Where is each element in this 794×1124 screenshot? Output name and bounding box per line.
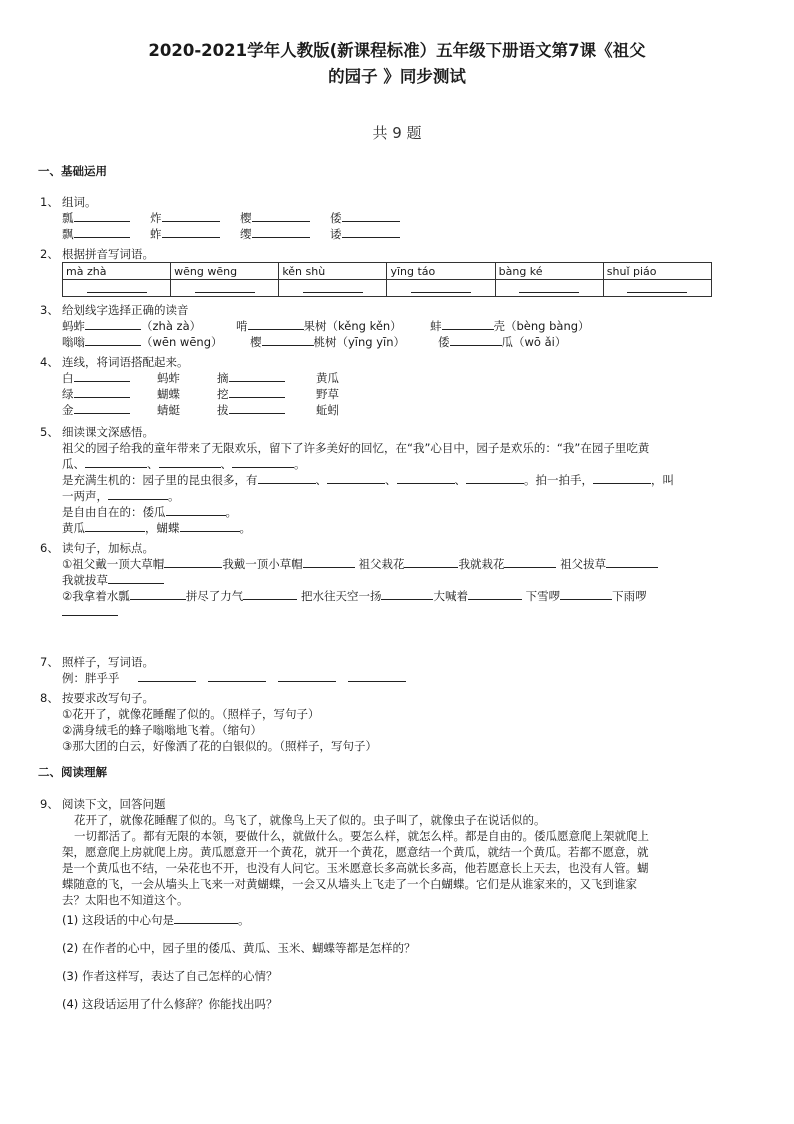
q2-label: 根据拼音写词语。 <box>62 247 154 261</box>
q6-label: 读句子，加标点。 <box>62 541 154 555</box>
q5-end: 。 <box>294 457 306 471</box>
answer-blank[interactable] <box>162 210 220 222</box>
page-title-line1: 2020-2021学年人教版(新课程标准）五年级下册语文第7课《祖父 <box>148 41 646 60</box>
q5-line2 <box>62 456 306 472</box>
punct-blank[interactable] <box>381 588 433 600</box>
q6-fragment: ①祖父戴一顶大草帽 <box>62 557 165 571</box>
question-count: 共 9 题 <box>372 124 422 142</box>
q5-line6 <box>62 520 251 536</box>
q1-item <box>240 226 310 242</box>
q6-fragment: 下雨啰 <box>612 589 647 603</box>
q5-text: 一两声， <box>62 489 108 503</box>
q4-mid-word: 蚂蚱 <box>157 371 180 385</box>
q9-label: 阅读下文，回答问题 <box>62 797 166 811</box>
pinyin-cell: yīng táo <box>387 263 495 280</box>
q3-options: 壳（bèng bàng） <box>493 319 590 333</box>
section-basic-heading: 一、基础运用 <box>38 164 107 178</box>
q4-left-item <box>62 370 130 386</box>
answer-blank[interactable] <box>74 370 130 382</box>
q1-item <box>150 210 220 226</box>
pinyin-cell: kěn shù <box>279 263 387 280</box>
q5-sep: 、 <box>385 473 397 487</box>
q4-word: 金 <box>62 403 74 417</box>
answer-blank[interactable] <box>258 472 316 484</box>
q2-number: 2、 <box>40 247 59 261</box>
answer-blank[interactable] <box>248 318 304 330</box>
punct-blank[interactable] <box>606 556 658 568</box>
q6-fragment: 拼尽了力气 <box>185 589 244 603</box>
punct-blank[interactable] <box>303 556 355 568</box>
q6-sentence1-cont <box>62 572 164 588</box>
q5-sep: 、 <box>147 457 159 471</box>
q1-char: 瓢 <box>62 211 74 225</box>
q1-char: 樱 <box>240 211 252 225</box>
q3-options: （wēn wēng） <box>141 335 223 349</box>
q5-sep: 、 <box>315 473 327 487</box>
q5-text: ，蝴蝶 <box>145 521 180 535</box>
pinyin-row <box>63 263 712 280</box>
answer-blank[interactable] <box>74 402 130 414</box>
answer-blank[interactable] <box>342 226 400 238</box>
answer-cell[interactable] <box>495 280 603 297</box>
answer-blank[interactable] <box>442 318 494 330</box>
q5-text: 。拍一拍手， <box>524 473 593 487</box>
q5-number: 5、 <box>40 425 59 439</box>
answer-cell[interactable] <box>387 280 495 297</box>
q3-row1-c <box>430 318 590 334</box>
q4-mid-word: 蝴蝶 <box>157 387 180 401</box>
q3-number: 3、 <box>40 303 59 317</box>
q4-verb-item <box>217 386 285 402</box>
q6-fragment: 大喊着 <box>433 589 468 603</box>
q9-passage-line: 架，愿意爬上房就爬上房。黄瓜愿意开一个黄花，就开一个黄花，愿意结一个黄瓜，就结一个黄瓜。若都不愿意，就 <box>62 845 649 859</box>
q3-label: 给划线字选择正确的读音 <box>62 303 189 317</box>
q3-options: 瓜（wō ǎi） <box>501 335 567 349</box>
q6-sentence1 <box>62 556 658 572</box>
q6-fragment: 把水往天空一扬 <box>300 589 382 603</box>
q5-text: 黄瓜 <box>62 521 85 535</box>
q4-right-word: 野草 <box>316 387 339 401</box>
punct-blank[interactable] <box>468 588 522 600</box>
q4-right-word: 黄瓜 <box>316 371 339 385</box>
q9-sub1-text: (1) 这段话的中心句是 <box>62 913 174 927</box>
q4-label: 连线，将词语搭配起来。 <box>62 355 189 369</box>
answer-cell[interactable] <box>603 280 711 297</box>
q6-fragment: 我就拔草 <box>62 573 108 587</box>
q1-number: 1、 <box>40 195 59 209</box>
q7-example-row <box>62 670 406 686</box>
answer-blank[interactable] <box>74 386 130 398</box>
q8-label: 按要求改写句子。 <box>62 691 154 705</box>
q9-passage-p1: 花开了，就像花睡醒了似的。鸟飞了，就像鸟上天了似的。虫子叫了，就像虫子在说话似的。 <box>74 813 546 827</box>
q4-word: 白 <box>62 371 74 385</box>
q9-sub1 <box>62 912 249 928</box>
punct-blank[interactable] <box>404 556 458 568</box>
pinyin-table <box>62 262 712 297</box>
q9-passage-line: 蝶随意的飞，一会从墙头上飞来一对黄蝴蝶，一会又从墙头上飞走了一个白蝴蝶。它们是从谁家来的，又飞到谁家 <box>62 877 637 891</box>
q5-label: 细读课文深感悟。 <box>62 425 154 439</box>
q1-item <box>62 226 130 242</box>
punct-blank[interactable] <box>243 588 297 600</box>
q4-verb-item <box>217 370 285 386</box>
q5-end: 。 <box>239 521 251 535</box>
pinyin-cell: wēng wēng <box>171 263 279 280</box>
q5-text: 瓜、 <box>62 457 85 471</box>
q5-text: 是自由自在的：倭瓜 <box>62 505 166 519</box>
q9-number: 9、 <box>40 797 59 811</box>
q3-options: （zhà zà） <box>141 319 202 333</box>
q5-line3 <box>62 472 674 488</box>
answer-blank[interactable] <box>397 472 455 484</box>
q8-number: 8、 <box>40 691 59 705</box>
answer-cell[interactable] <box>279 280 387 297</box>
q1-item <box>330 210 400 226</box>
answer-blank[interactable] <box>593 472 651 484</box>
q6-sentence2 <box>62 588 647 604</box>
q3-word: 蚂蚱 <box>62 319 85 333</box>
q5-sep: 、 <box>220 457 232 471</box>
q3-word: 倭 <box>438 335 450 349</box>
answer-blank[interactable] <box>108 488 168 500</box>
q3-word: 蚌 <box>430 319 442 333</box>
q3-word: 啃 <box>236 319 248 333</box>
q4-right-word: 蚯蚓 <box>316 403 339 417</box>
pinyin-cell: mà zhà <box>63 263 171 280</box>
q4-word: 拔 <box>217 403 229 417</box>
answer-blank[interactable] <box>85 318 141 330</box>
q5-text: ，叫 <box>651 473 674 487</box>
answer-cell[interactable] <box>171 280 279 297</box>
q3-word: 嗡嗡 <box>62 335 85 349</box>
answer-cell[interactable] <box>63 280 171 297</box>
punct-blank[interactable] <box>108 572 164 584</box>
q9-sub1-end: 。 <box>237 913 250 927</box>
answer-blank[interactable] <box>74 226 130 238</box>
q8-item1: ①花开了，就像花睡醒了似的。（照样子，写句子） <box>62 707 320 721</box>
q1-char: 倭 <box>330 211 342 225</box>
q3-row1 <box>62 318 201 334</box>
q4-left-item <box>62 386 130 402</box>
answer-blank[interactable] <box>327 472 385 484</box>
answer-blank[interactable] <box>208 670 266 682</box>
q9-passage-line: 一切都活了。都有无限的本领，要做什么，就做什么。要怎么样，就怎么样。都是自由的。倭瓜愿意爬上架就爬上 <box>74 829 649 843</box>
q6-fragment: 祖父拔草 <box>560 557 607 571</box>
answer-blank[interactable] <box>232 456 294 468</box>
q1-item <box>150 226 220 242</box>
q8-item3: ③那大团的白云，好像洒了花的白银似的。（照样子，写句子） <box>62 739 378 753</box>
q5-sep: 、 <box>454 473 466 487</box>
q1-char: 诿 <box>330 227 342 241</box>
punct-blank[interactable] <box>62 604 118 616</box>
answer-blank[interactable] <box>450 334 502 346</box>
q1-item <box>240 210 310 226</box>
page-title-line2: 的园子 》同步测试 <box>328 67 466 86</box>
q6-fragment: 我就栽花 <box>458 557 505 571</box>
q1-char: 缨 <box>240 227 252 241</box>
answer-blank[interactable] <box>229 370 285 382</box>
q7-label: 照样子，写词语。 <box>62 655 154 669</box>
q6-number: 6、 <box>40 541 59 555</box>
q6-sentence2-cont <box>62 604 118 620</box>
q3-word: 樱 <box>250 335 262 349</box>
q4-left-item <box>62 402 130 418</box>
q8-item2: ②满身绒毛的蜂子嗡嗡地飞着。（缩句） <box>62 723 263 737</box>
q6-fragment: 我戴一顶小草帽 <box>222 557 303 571</box>
q1-char: 飘 <box>62 227 74 241</box>
answer-blank[interactable] <box>466 472 524 484</box>
q3-row2-b <box>250 334 405 350</box>
q4-word: 摘 <box>217 371 229 385</box>
q7-number: 7、 <box>40 655 59 669</box>
answer-blank[interactable] <box>252 210 310 222</box>
punct-blank[interactable] <box>504 556 556 568</box>
q9-sub3: (3) 作者这样写，表达了自己怎样的心情？ <box>62 969 278 983</box>
q9-sub2: (2) 在作者的心中，园子里的倭瓜、黄瓜、玉米、蝴蝶等都是怎样的？ <box>62 941 416 955</box>
answer-blank[interactable] <box>74 210 130 222</box>
q1-item <box>330 226 400 242</box>
punct-blank[interactable] <box>130 588 186 600</box>
answer-blank[interactable] <box>162 226 220 238</box>
q5-text: 是充满生机的：园子里的昆虫很多，有 <box>62 473 258 487</box>
answer-blank[interactable] <box>229 402 285 414</box>
answer-blank[interactable] <box>342 210 400 222</box>
q3-options: 果树（kěng kěn） <box>303 319 402 333</box>
answer-blank[interactable] <box>278 670 336 682</box>
answer-blank[interactable] <box>138 670 196 682</box>
q6-fragment: 下雪啰 <box>525 589 561 603</box>
q7-example: 例：胖乎乎 <box>62 671 120 685</box>
q1-row1 <box>62 210 130 226</box>
q4-number: 4、 <box>40 355 59 369</box>
answer-blank[interactable] <box>174 912 238 924</box>
answer-row <box>63 280 712 297</box>
q3-row1-b <box>236 318 402 334</box>
q4-verb-item <box>217 402 285 418</box>
answer-blank[interactable] <box>348 670 406 682</box>
q9-passage-line: 是一个黄瓜也不结，一朵花也不开，也没有人问它。玉米愿意长多高就长多高，他若愿意长上天去，也没有人管。蝴 <box>62 861 649 875</box>
q3-options: 桃树（yīng yīn） <box>313 335 406 349</box>
q5-end: 。 <box>225 505 237 519</box>
q9-sub4: (4) 这段话运用了什么修辞？你能找出吗？ <box>62 997 278 1011</box>
pinyin-cell: bàng ké <box>495 263 603 280</box>
q1-label: 组词。 <box>62 195 97 209</box>
q6-fragment: 祖父栽花 <box>358 557 405 571</box>
q6-fragment: ②我拿着水瓢 <box>62 589 130 603</box>
q5-line5 <box>62 504 237 520</box>
q3-row2 <box>62 334 223 350</box>
answer-blank[interactable] <box>85 520 145 532</box>
q1-char: 炸 <box>150 211 162 225</box>
q5-line1: 祖父的园子给我的童年带来了无限欢乐，留下了许多美好的回忆，在“我”心目中，园子是欢乐的：“我”在园子里吃黄 <box>62 441 650 455</box>
q1-char: 蚱 <box>150 227 162 241</box>
answer-blank[interactable] <box>85 334 141 346</box>
q9-passage-line: 去？太阳也不知道这个。 <box>62 893 189 907</box>
q5-line4 <box>62 488 180 504</box>
punct-blank[interactable] <box>164 556 222 568</box>
section-reading-heading: 二、阅读理解 <box>38 765 107 779</box>
pinyin-cell: shuǐ piáo <box>603 263 711 280</box>
q3-row2-c <box>438 334 566 350</box>
q4-word: 绿 <box>62 387 74 401</box>
answer-blank[interactable] <box>85 456 147 468</box>
answer-blank[interactable] <box>252 226 310 238</box>
q4-word: 挖 <box>217 387 229 401</box>
punct-blank[interactable] <box>560 588 612 600</box>
q4-mid-word: 蜻蜓 <box>157 403 180 417</box>
q5-end: 。 <box>168 489 180 503</box>
answer-blank[interactable] <box>166 504 226 516</box>
answer-blank[interactable] <box>159 456 221 468</box>
answer-blank[interactable] <box>180 520 240 532</box>
answer-blank[interactable] <box>229 386 285 398</box>
answer-blank[interactable] <box>262 334 314 346</box>
